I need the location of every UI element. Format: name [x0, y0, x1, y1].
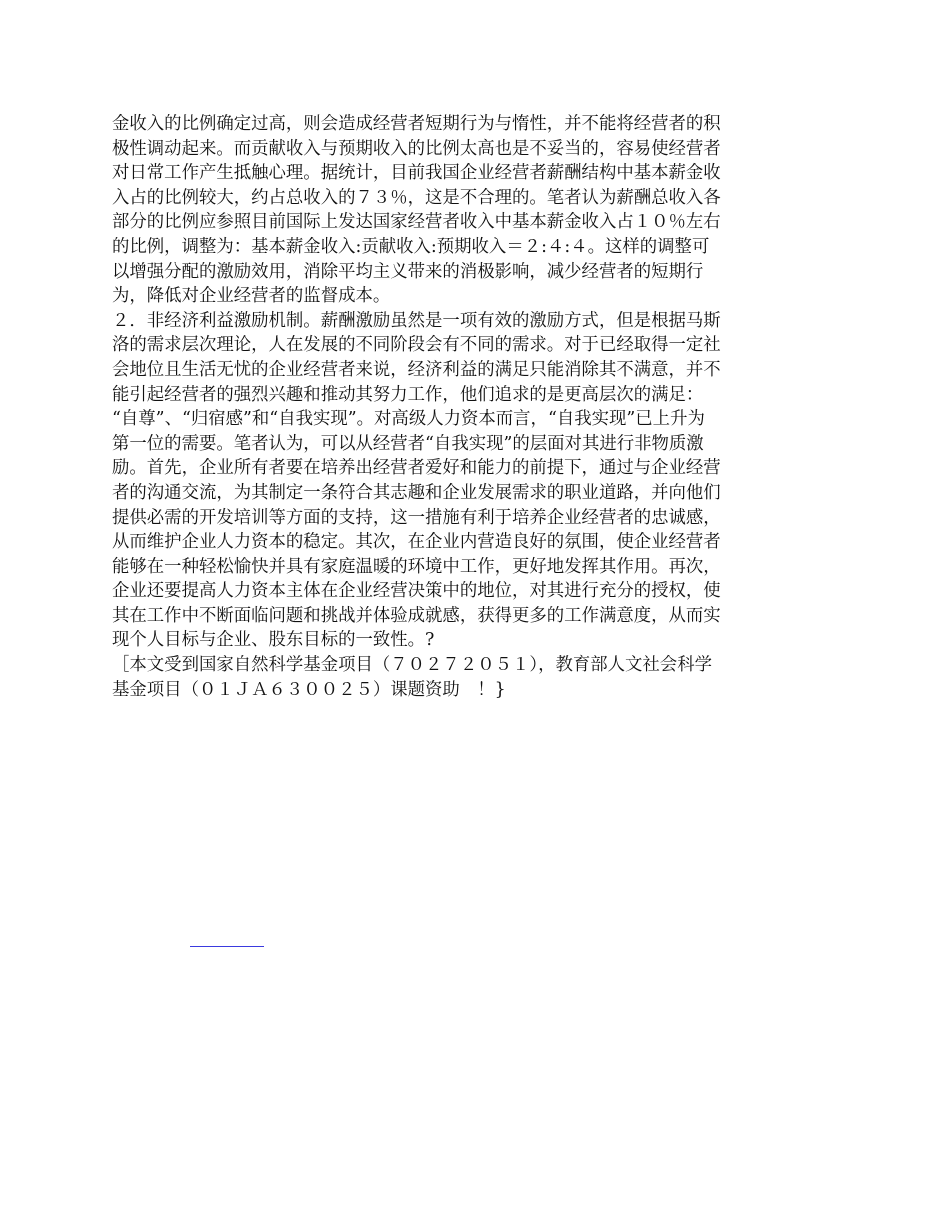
text-line-19: 能够在一种轻松愉快并具有家庭温暖的环境中工作，更好地发挥其作用。再次，	[112, 556, 721, 577]
funding-note-line-2: 基金项目（０１ＪＡ６３００２５）课题资助 ！}	[112, 679, 506, 700]
text-line-2: 极性调动起来。而贡献收入与预期收入的比例太高也是不妥当的，容易使经营者	[112, 138, 721, 159]
text-line-17: 提供必需的开发培训等方面的支持，这一措施有利于培养企业经营者的忠诚感，	[112, 507, 721, 528]
text-line-1: 金收入的比例确定过高，则会造成经营者短期行为与惰性，并不能将经营者的积	[112, 114, 721, 134]
text-line-5: 部分的比例应参照目前国际上发达国家经营者收入中基本薪金收入占１０％左右	[112, 212, 721, 233]
text-line-3: 对日常工作产生抵触心理。据统计，目前我国企业经营者薪酬结构中基本薪金收	[112, 163, 721, 184]
text-line-6: 的比例，调整为：基本薪金收入:贡献收入:预期收入＝２:４:４。这样的调整可	[112, 236, 710, 257]
text-line-7: 以增强分配的激励效用，消除平均主义带来的消极影响，减少经营者的短期行	[112, 261, 704, 282]
text-line-12: 能引起经营者的强烈兴趣和推动其努力工作，他们追求的是更高层次的满足：	[112, 384, 704, 405]
text-line-10: 洛的需求层次理论，人在发展的不同阶段会有不同的需求。对于已经取得一定社	[112, 335, 721, 356]
funding-note-line-1: ［本文受到国家自然科学基金项目（７０２７２０５１），教育部人文社会科学	[112, 655, 712, 676]
text-line-4: 入占的比例较大，约占总收入的７３％，这是不合理的。笔者认为薪酬总收入各	[112, 187, 721, 208]
text-line-8: 为，降低对企业经营者的监督成本。	[112, 286, 391, 307]
text-line-11: 会地位且生活无忧的企业经营者来说，经济利益的满足只能消除其不满意，并不	[112, 359, 721, 380]
text-line-9: ２．非经济利益激励机制。薪酬激励虽然是一项有效的激励方式，但是根据马斯	[112, 310, 721, 331]
text-line-20: 企业还要提高人力资本主体在企业经营决策中的地位，对其进行充分的授权，使	[112, 581, 721, 602]
text-line-13: “自尊”、“归宿感”和“自我实现”。对高级人力资本而言，“自我实现”已上升为	[112, 409, 705, 430]
text-line-18: 从而维护企业人力资本的稳定。其次，在企业内营造良好的氛围，使企业经营者	[112, 532, 721, 553]
text-line-15: 励。首先，企业所有者要在培养出经营者爱好和能力的前提下，通过与企业经营	[112, 458, 721, 479]
footnote-link-underline[interactable]	[190, 946, 264, 947]
text-line-21: 其在工作中不断面临问题和挑战并体验成就感，获得更多的工作满意度，从而实	[112, 605, 721, 626]
text-line-14: 第一位的需要。笔者认为，可以从经营者“自我实现”的层面对其进行非物质激	[112, 433, 704, 454]
text-line-16: 者的沟通交流，为其制定一条符合其志趣和企业发展需求的职业道路，并向他们	[112, 482, 721, 503]
body-text	[112, 112, 768, 702]
text-line-22: 现个人目标与企业、股东目标的一致性。?	[112, 630, 435, 651]
